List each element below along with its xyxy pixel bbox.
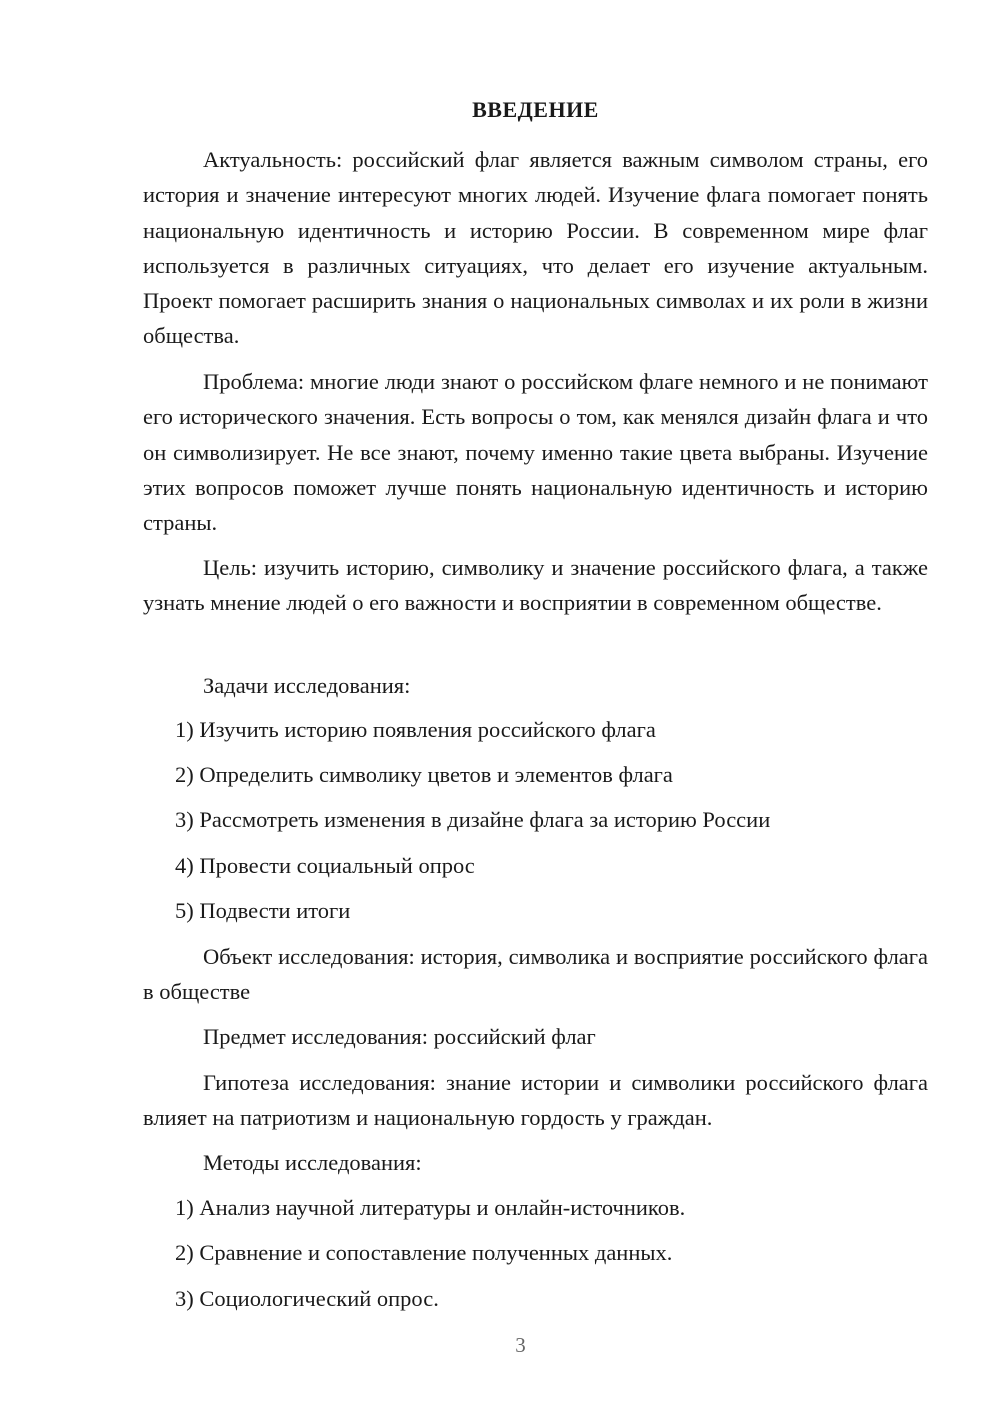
paragraph-relevance: Актуальность: российский флаг является важным символом страны, его история и значение интересуют многих людей. Изучение флага помогает понять национальную идентичность и историю России. В современном мире флаг используется в различных ситуациях, что делает его изучение актуальным. Проект помогает расширить знания о национальных символах и их роли в жизни общества. [143, 147, 928, 349]
method-item: 2) Сравнение и сопоставление полученных данных. [175, 1240, 673, 1265]
task-item: 2) Определить символику цветов и элементов флага [175, 762, 673, 787]
page-number [143, 1333, 928, 1358]
paragraph-goal: Цель: изучить историю, символику и значение российского флага, а также узнать мнение людей о его важности и восприятии в современном обществе. [143, 555, 928, 616]
method-item: 3) Социологический опрос. [175, 1286, 439, 1311]
paragraph-problem: Проблема: многие люди знают о российском флаге немного и не понимают его исторического значения. Есть вопросы о том, как менялся дизайн флага и что он символизирует. Не все знают, почему именно такие цвета выбраны. Изучение этих вопросов поможет лучше понять национальную идентичность и историю страны. [143, 369, 928, 536]
task-item: 1) Изучить историю появления российского флага [175, 717, 656, 742]
task-item: 3) Рассмотреть изменения в дизайне флага за историю России [175, 807, 771, 832]
task-item: 5) Подвести итоги [175, 898, 351, 923]
paragraph-hypothesis: Гипотеза исследования: знание истории и символики российского флага влияет на патриотизм и национальную гордость у граждан. [143, 1070, 928, 1131]
methods-label: Методы исследования: [203, 1150, 422, 1175]
page-number-value: 3 [515, 1333, 526, 1357]
task-item: 4) Провести социальный опрос [175, 853, 475, 878]
method-item: 1) Анализ научной литературы и онлайн-источников. [175, 1195, 686, 1220]
paragraph-object: Объект исследования: история, символика и восприятие российского флага в обществе [143, 944, 928, 1005]
paragraph-subject: Предмет исследования: российский флаг [203, 1024, 596, 1049]
tasks-label: Задачи исследования: [203, 673, 411, 698]
page-title: ВВЕДЕНИЕ [472, 97, 599, 122]
